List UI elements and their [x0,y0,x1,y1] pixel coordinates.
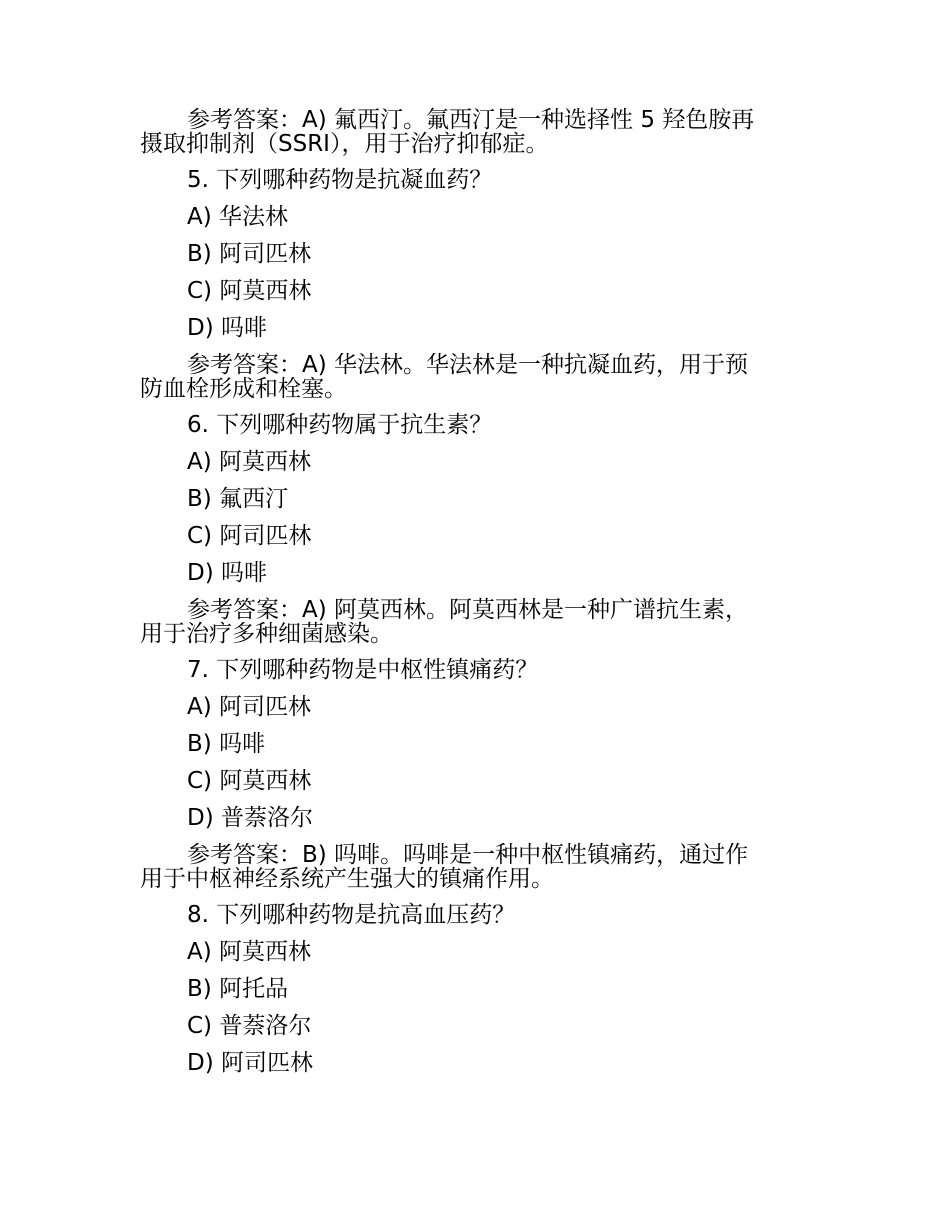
answer-line: 摄取抑制剂（SSRI），用于治疗抑郁症。 [140,131,549,157]
answer-line: 用于治疗多种细菌感染。 [140,621,393,647]
answer-line: 参考答案：A) 华法林。华法林是一种抗凝血药，用于预 [187,352,749,378]
option-text: B) 吗啡 [187,731,266,757]
question-text: 8. 下列哪种药物是抗高血压药？ [187,902,516,928]
option-text: C) 普萘洛尔 [187,1013,312,1039]
option-text: C) 阿莫西林 [187,278,312,304]
answer-line: 参考答案：A) 阿莫西林。阿莫西林是一种广谱抗生素， [187,597,749,623]
option-text: C) 阿司匹林 [187,523,312,549]
option-text: B) 阿托品 [187,976,289,1002]
answer-line: 防血栓形成和栓塞。 [140,376,347,402]
option-text: D) 吗啡 [187,560,267,586]
answer-line: 参考答案：A) 氟西汀。氟西汀是一种选择性 5 羟色胺再 [187,107,755,133]
option-text: A) 阿司匹林 [187,694,312,720]
option-text: A) 华法林 [187,204,289,230]
option-text: A) 阿莫西林 [187,449,312,475]
option-text: D) 阿司匹林 [187,1050,313,1076]
question-text: 5. 下列哪种药物是抗凝血药？ [187,167,493,193]
option-text: D) 普萘洛尔 [187,805,313,831]
question-text: 6. 下列哪种药物属于抗生素？ [187,412,493,438]
option-text: A) 阿莫西林 [187,939,312,965]
option-text: B) 氟西汀 [187,486,289,512]
option-text: D) 吗啡 [187,315,267,341]
answer-line: 参考答案：B) 吗啡。吗啡是一种中枢性镇痛药，通过作 [187,842,749,868]
question-text: 7. 下列哪种药物是中枢性镇痛药？ [187,657,539,683]
answer-line: 用于中枢神经系统产生强大的镇痛作用。 [140,866,554,892]
option-text: C) 阿莫西林 [187,768,312,794]
option-text: B) 阿司匹林 [187,241,312,267]
